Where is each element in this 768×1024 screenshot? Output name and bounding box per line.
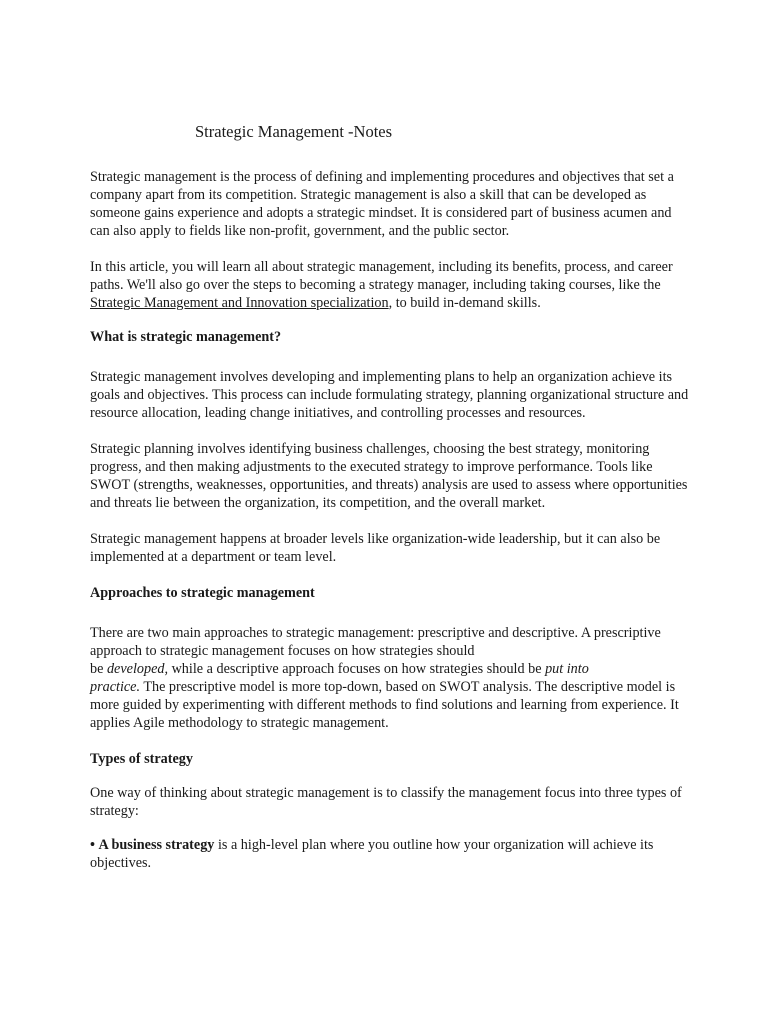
approaches-heading: Approaches to strategic management — [90, 585, 315, 601]
document-page — [90, 122, 690, 872]
specialization-link[interactable]: Strategic Management and Innovation specialization — [90, 295, 389, 311]
intro-paragraph: Strategic management is the process of defining and implementing procedures and objectives that set a company apart from its competition. Strategic management is also a skill that can be developed as someone gains experience and adopts a strategic mindset. It is considered part of business acumen and can also apply to fields like non-profit, government, and the public sector. — [90, 169, 674, 239]
bullet-term: A business strategy — [98, 837, 215, 853]
approaches-emphasis-put-into: put into — [545, 661, 589, 677]
levels-paragraph: Strategic management happens at broader levels like organization-wide leadership, but it can also be implemented at a department or team level. — [90, 531, 661, 565]
what-is-heading: What is strategic management? — [90, 329, 282, 345]
overview-text-before: In this article, you will learn all about strategic management, including its benefits, process, and career paths. We'll also go over the steps to becoming a strategy manager, including taking courses, like the — [90, 259, 673, 293]
overview-text-after: , to build in-demand skills. — [388, 295, 541, 311]
approaches-paragraph — [90, 624, 690, 732]
approaches-emphasis-developed: developed, — [106, 661, 169, 677]
bullet-text: is a high-level plan where you outline how your organization will achieve its objectives. — [90, 837, 654, 871]
types-paragraph: One way of thinking about strategic management is to classify the management focus into three types of strategy: — [90, 785, 682, 819]
page-title: Strategic Management -Notes — [195, 122, 393, 141]
bullet-marker: • — [90, 837, 95, 853]
definition-paragraph: Strategic management involves developing and implementing plans to help an organization achieve its goals and objectives. This process can include formulating strategy, planning organizational structure and resource allocation, leading change initiatives, and controlling processes and resources. — [90, 369, 689, 421]
strategic-planning-paragraph: Strategic planning involves identifying business challenges, choosing the best strategy, monitoring progress, and then making adjustments to the executed strategy to improve performance. Tools like SWOT (strengths, weaknesses, opportunities, and threats) analysis are used to assess where opportunities and threats lie between the organization, its competition, and the overall market. — [90, 441, 688, 511]
approaches-text-4: The prescriptive model is more top-down, based on SWOT analysis. The descriptive model is more guided by experimenting with different methods to find solutions and learning from experience. It applies Agile methodology to strategic management. — [90, 679, 679, 731]
approaches-text-2: be — [90, 661, 107, 677]
approaches-emphasis-practice: practice. — [90, 679, 141, 695]
approaches-text-3: while a descriptive approach focuses on how strategies should be — [168, 661, 546, 677]
list-item — [90, 836, 690, 872]
approaches-text-1: There are two main approaches to strategic management: prescriptive and descriptive. A prescriptive approach to strategic management focuses on how strategies should — [90, 625, 661, 659]
types-heading: Types of strategy — [90, 751, 193, 767]
article-overview-paragraph — [90, 258, 690, 312]
